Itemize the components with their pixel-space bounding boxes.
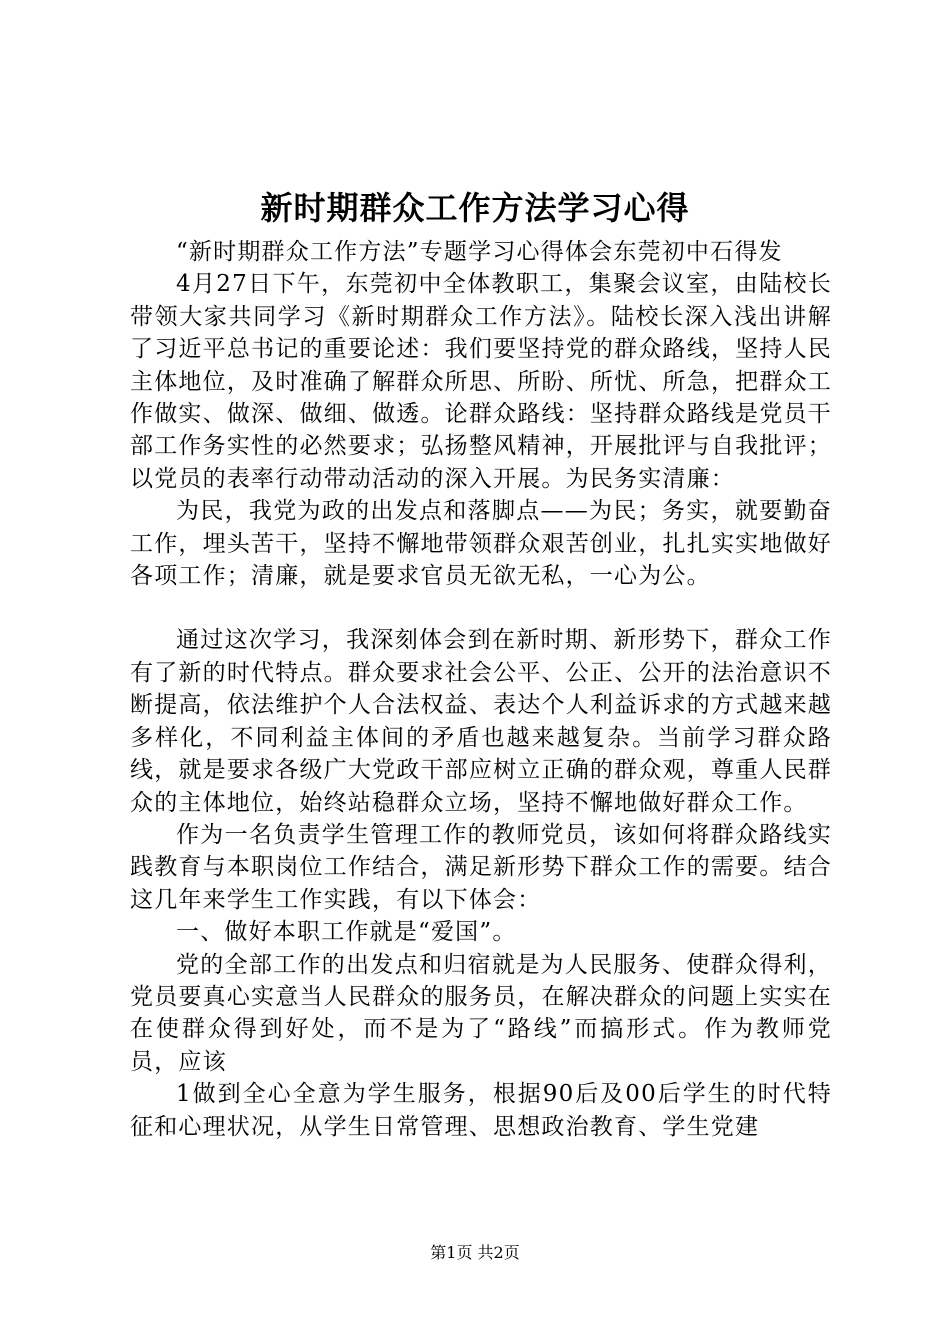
paragraph: 1做到全心全意为学生服务，根据90后及00后学生的时代特征和心理状况，从学生日常管理、思想政治教育、学生党建 bbox=[130, 1081, 832, 1140]
paragraph: 4月27日下午，东莞初中全体教职工，集聚会议室，由陆校长带领大家共同学习《新时期群众工作方法》。陆校长深入浅出讲解了习近平总书记的重要论述：我们要坚持党的群众路线，坚持人民主体地位，及时准确了解群众所思、所盼、所忧、所急，把群众工作做实、做深、做细、做透。论群众路线：坚持群众路线是党员干部工作务实性的必然要求；弘扬整风精神，开展批评与自我批评；以党员的表率行动带动活动的深入开展。为民务实清廉： bbox=[130, 271, 832, 492]
page-footer: 第1页 共2页 bbox=[430, 1243, 520, 1262]
paragraph: 通过这次学习，我深刻体会到在新时期、新形势下，群众工作有了新的时代特点。群众要求社会公平、公正、公开的法治意识不断提高，依法维护个人合法权益、表达个人利益诉求的方式越来越多样化，不同利益主体间的矛盾也越来越复杂。当前学习群众路线，就是要求各级广大党政干部应树立正确的群众观，尊重人民群众的主体地位，始终站稳群众立场，坚持不懈地做好群众工作。 bbox=[130, 627, 832, 816]
section-heading: 一、做好本职工作就是“爱国”。 bbox=[176, 919, 517, 946]
paragraph-subtitle: “新时期群众工作方法”专题学习心得体会东莞初中石得发 bbox=[176, 239, 783, 265]
paragraph-spacer bbox=[130, 592, 832, 624]
paragraph: 作为一名负责学生管理工作的教师党员，该如何将群众路线实践教育与本职岗位工作结合，满足新形势下群众工作的需要。结合这几年来学生工作实践，有以下体会： bbox=[130, 821, 832, 913]
document-title: 新时期群众工作方法学习心得 bbox=[260, 189, 690, 227]
paragraph: 党的全部工作的出发点和归宿就是为人民服务、使群众得利，党员要真心实意当人民群众的服务员，在解决群众的问题上实实在在使群众得到好处，而不是为了“路线”而搞形式。作为教师党员，应该 bbox=[130, 951, 832, 1075]
document-body bbox=[130, 236, 832, 1143]
paragraph: 为民，我党为政的出发点和落脚点——为民；务实，就要勤奋工作，埋头苦干，坚持不懈地带领群众艰苦创业，扎扎实实地做好各项工作；清廉，就是要求官员无欲无私，一心为公。 bbox=[130, 498, 832, 590]
